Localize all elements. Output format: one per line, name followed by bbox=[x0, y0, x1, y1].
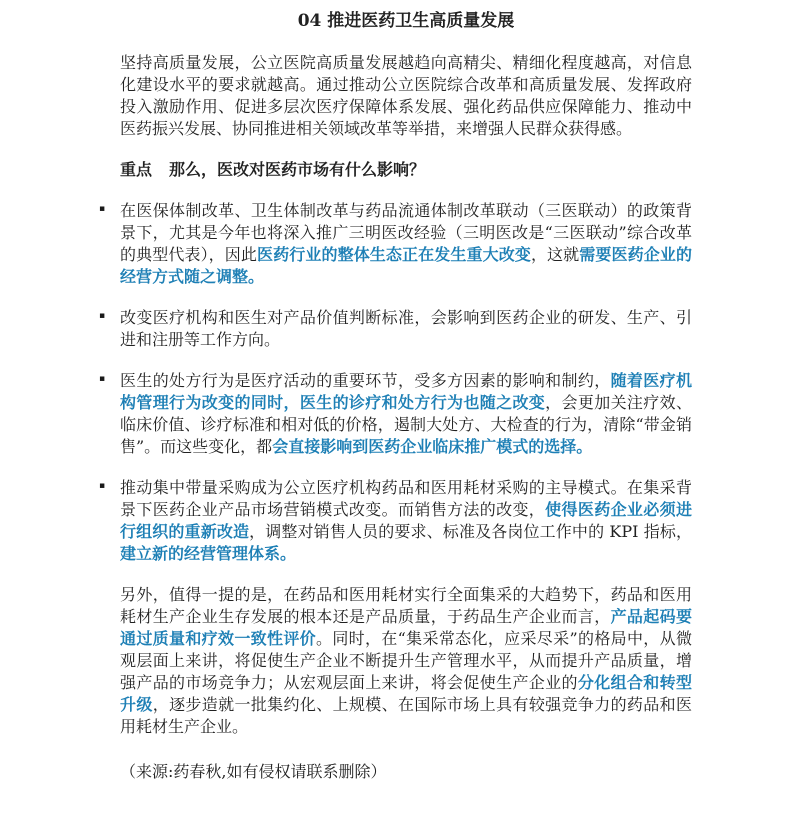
list-item bbox=[99, 200, 692, 288]
source-note: （来源:药春秋,如有侵权请联系删除） bbox=[120, 762, 387, 781]
list-item bbox=[99, 307, 692, 351]
bullet-square-icon: ▪ bbox=[99, 374, 106, 384]
bullet-text: 改变医疗机构和医生对产品价值判断标准，会影响到医药企业的研发、生产、引进和注册等工作方向。 bbox=[120, 308, 692, 349]
focus-question: 那么，医改对医药市场有什么影响？ bbox=[169, 160, 426, 179]
page-title: 04 推进医药卫生高质量发展 bbox=[297, 11, 515, 31]
list-item bbox=[99, 477, 692, 565]
focus-label: 重点 bbox=[120, 160, 153, 179]
bullet-list bbox=[99, 200, 692, 565]
list-item bbox=[99, 370, 692, 458]
bullet-text: 在医保体制改革、卫生体制改革与药品流通体制改革联动（三医联动）的政策背景下，尤其是今年也将深入推广三明医改经验（三明医改是“三医联动”综合改革的典型代表），因此医药行业的整体生态正在发生重大改变，这就需要医药企业的经营方式随之调整。 bbox=[120, 201, 692, 286]
bullet-text: 推动集中带量采购成为公立医疗机构药品和医用耗材采购的主导模式。在集采背景下医药企业产品市场营销模式改变。而销售方法的改变，使得医药企业必须进行组织的重新改造，调整对销售人员的要求、标准及各岗位工作中的 KPI 指标，建立新的经营管理体系。 bbox=[120, 478, 692, 563]
bullet-text: 医生的处方行为是医疗活动的重要环节，受多方因素的影响和制约，随着医疗机构管理行为改变的同时，医生的诊疗和处方行为也随之改变，会更加关注疗效、临床价值、诊疗标准和相对低的价格，遏制大处方、大检查的行为，清除“带金销售”。而这些变化，都会直接影响到医药企业临床推广模式的选择。 bbox=[120, 371, 692, 456]
closing-paragraph: 另外，值得一提的是，在药品和医用耗材实行全面集采的大趋势下，药品和医用耗材生产企业生存发展的根本还是产品质量，于药品生产企业而言，产品起码要通过质量和疗效一致性评价。同时，在“集采常态化，应采尽采”的格局中，从微观层面上来讲，将促使生产企业不断提升生产管理水平，从而提升产品质量，增强产品的市场竞争力；从宏观层面上来讲，将会促使生产企业的分化组合和转型升级，逐步造就一批集约化、上规模、在国际市场上具有较强竞争力的药品和医用耗材生产企业。 bbox=[120, 585, 692, 736]
intro-paragraph: 坚持高质量发展，公立医院高质量发展越趋向高精尖、精细化程度越高，对信息化建设水平的要求就越高。通过推动公立医院综合改革和高质量发展、发挥政府投入激励作用、促进多层次医疗保障体系发展、强化药品供应保障能力、推动中医药振兴发展、协同推进相关领域改革等举措，来增强人民群众获得感。 bbox=[120, 53, 692, 138]
bullet-square-icon: ▪ bbox=[99, 311, 106, 321]
bullet-square-icon: ▪ bbox=[99, 204, 106, 214]
focus-heading bbox=[120, 159, 692, 181]
bullet-square-icon: ▪ bbox=[99, 481, 106, 491]
